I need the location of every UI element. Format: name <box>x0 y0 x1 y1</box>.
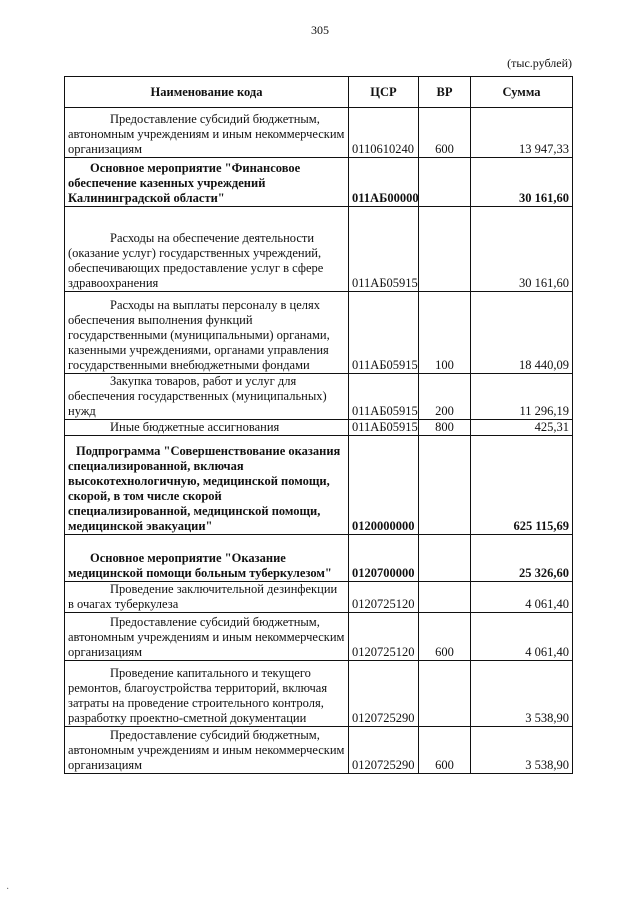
row-csr: 0120000000 <box>349 436 419 535</box>
row-csr: 0120725290 <box>349 727 419 774</box>
table-row <box>65 374 573 420</box>
row-sum: 625 115,69 <box>471 436 573 535</box>
row-name: Закупка товаров, работ и услуг для обеспечения государственных (муниципальных) нужд <box>65 374 349 420</box>
row-vr <box>419 207 471 292</box>
budget-table <box>64 76 573 774</box>
row-name: Предоставление субсидий бюджетным, автономным учреждениям и иным некоммерческим организациям <box>65 108 349 158</box>
row-vr <box>419 535 471 582</box>
row-csr: 011АБ00000 <box>349 158 419 207</box>
table-row <box>65 420 573 436</box>
row-name: Расходы на выплаты персоналу в целях обеспечения выполнения функций государственными (муниципальными) органами, казенными учреждениями, органами управления государственными внебюджетными фондами <box>65 292 349 374</box>
row-vr: 200 <box>419 374 471 420</box>
row-vr <box>419 158 471 207</box>
row-sum: 30 161,60 <box>471 207 573 292</box>
row-csr: 0120725120 <box>349 613 419 661</box>
row-csr: 011АБ05915 <box>349 420 419 436</box>
header-sum: Сумма <box>471 77 573 108</box>
row-sum: 11 296,19 <box>471 374 573 420</box>
row-name: Подпрограмма "Совершенствование оказания специализированной, включая высокотехнологичную, медицинской помощи, скорой, в том числе скорой специализированной, медицинской помощи, медицинской эвакуации" <box>65 436 349 535</box>
row-name: Основное мероприятие "Финансовое обеспечение казенных учреждений Калининградской области" <box>65 158 349 207</box>
row-name: Предоставление субсидий бюджетным, автономным учреждениям и иным некоммерческим организациям <box>65 613 349 661</box>
table-row <box>65 727 573 774</box>
header-vr: ВР <box>419 77 471 108</box>
row-name: Расходы на обеспечение деятельности (оказание услуг) государственных учреждений, обеспечивающих предоставление услуг в сфере здравоохранения <box>65 207 349 292</box>
table-row <box>65 582 573 613</box>
table-row <box>65 207 573 292</box>
row-vr: 600 <box>419 108 471 158</box>
row-csr: 0120700000 <box>349 535 419 582</box>
table-row <box>65 535 573 582</box>
row-csr: 0110610240 <box>349 108 419 158</box>
table-header-row <box>65 77 573 108</box>
row-vr: 600 <box>419 727 471 774</box>
header-csr: ЦСР <box>349 77 419 108</box>
header-name: Наименование кода <box>65 77 349 108</box>
row-csr: 011АБ05915 <box>349 374 419 420</box>
row-name: Иные бюджетные ассигнования <box>65 420 349 436</box>
row-sum: 13 947,33 <box>471 108 573 158</box>
row-sum: 3 538,90 <box>471 727 573 774</box>
table-row <box>65 158 573 207</box>
row-vr: 600 <box>419 613 471 661</box>
table-row <box>65 661 573 727</box>
table-row <box>65 108 573 158</box>
row-csr: 0120725290 <box>349 661 419 727</box>
page-number: 305 <box>311 23 329 37</box>
row-csr: 0120725120 <box>349 582 419 613</box>
row-name: Проведение капитального и текущего ремонтов, благоустройства территорий, включая затраты на проведение строительного контроля, разработку проектно-сметной документации <box>65 661 349 727</box>
row-sum: 30 161,60 <box>471 158 573 207</box>
margin-mark: · <box>6 884 10 895</box>
row-sum: 425,31 <box>471 420 573 436</box>
table-row <box>65 292 573 374</box>
units-label: (тыс.рублей) <box>507 56 572 70</box>
row-vr: 800 <box>419 420 471 436</box>
row-csr: 011АБ05915 <box>349 292 419 374</box>
row-name: Проведение заключительной дезинфекции в очагах туберкулеза <box>65 582 349 613</box>
row-name: Основное мероприятие "Оказание медицинской помощи больным туберкулезом" <box>65 535 349 582</box>
row-sum: 3 538,90 <box>471 661 573 727</box>
table-row <box>65 613 573 661</box>
row-csr: 011АБ05915 <box>349 207 419 292</box>
table-row <box>65 436 573 535</box>
row-sum: 4 061,40 <box>471 613 573 661</box>
row-vr <box>419 582 471 613</box>
row-sum: 18 440,09 <box>471 292 573 374</box>
row-name: Предоставление субсидий бюджетным, автономным учреждениям и иным некоммерческим организациям <box>65 727 349 774</box>
row-sum: 25 326,60 <box>471 535 573 582</box>
row-sum: 4 061,40 <box>471 582 573 613</box>
row-vr <box>419 436 471 535</box>
row-vr <box>419 661 471 727</box>
row-vr: 100 <box>419 292 471 374</box>
